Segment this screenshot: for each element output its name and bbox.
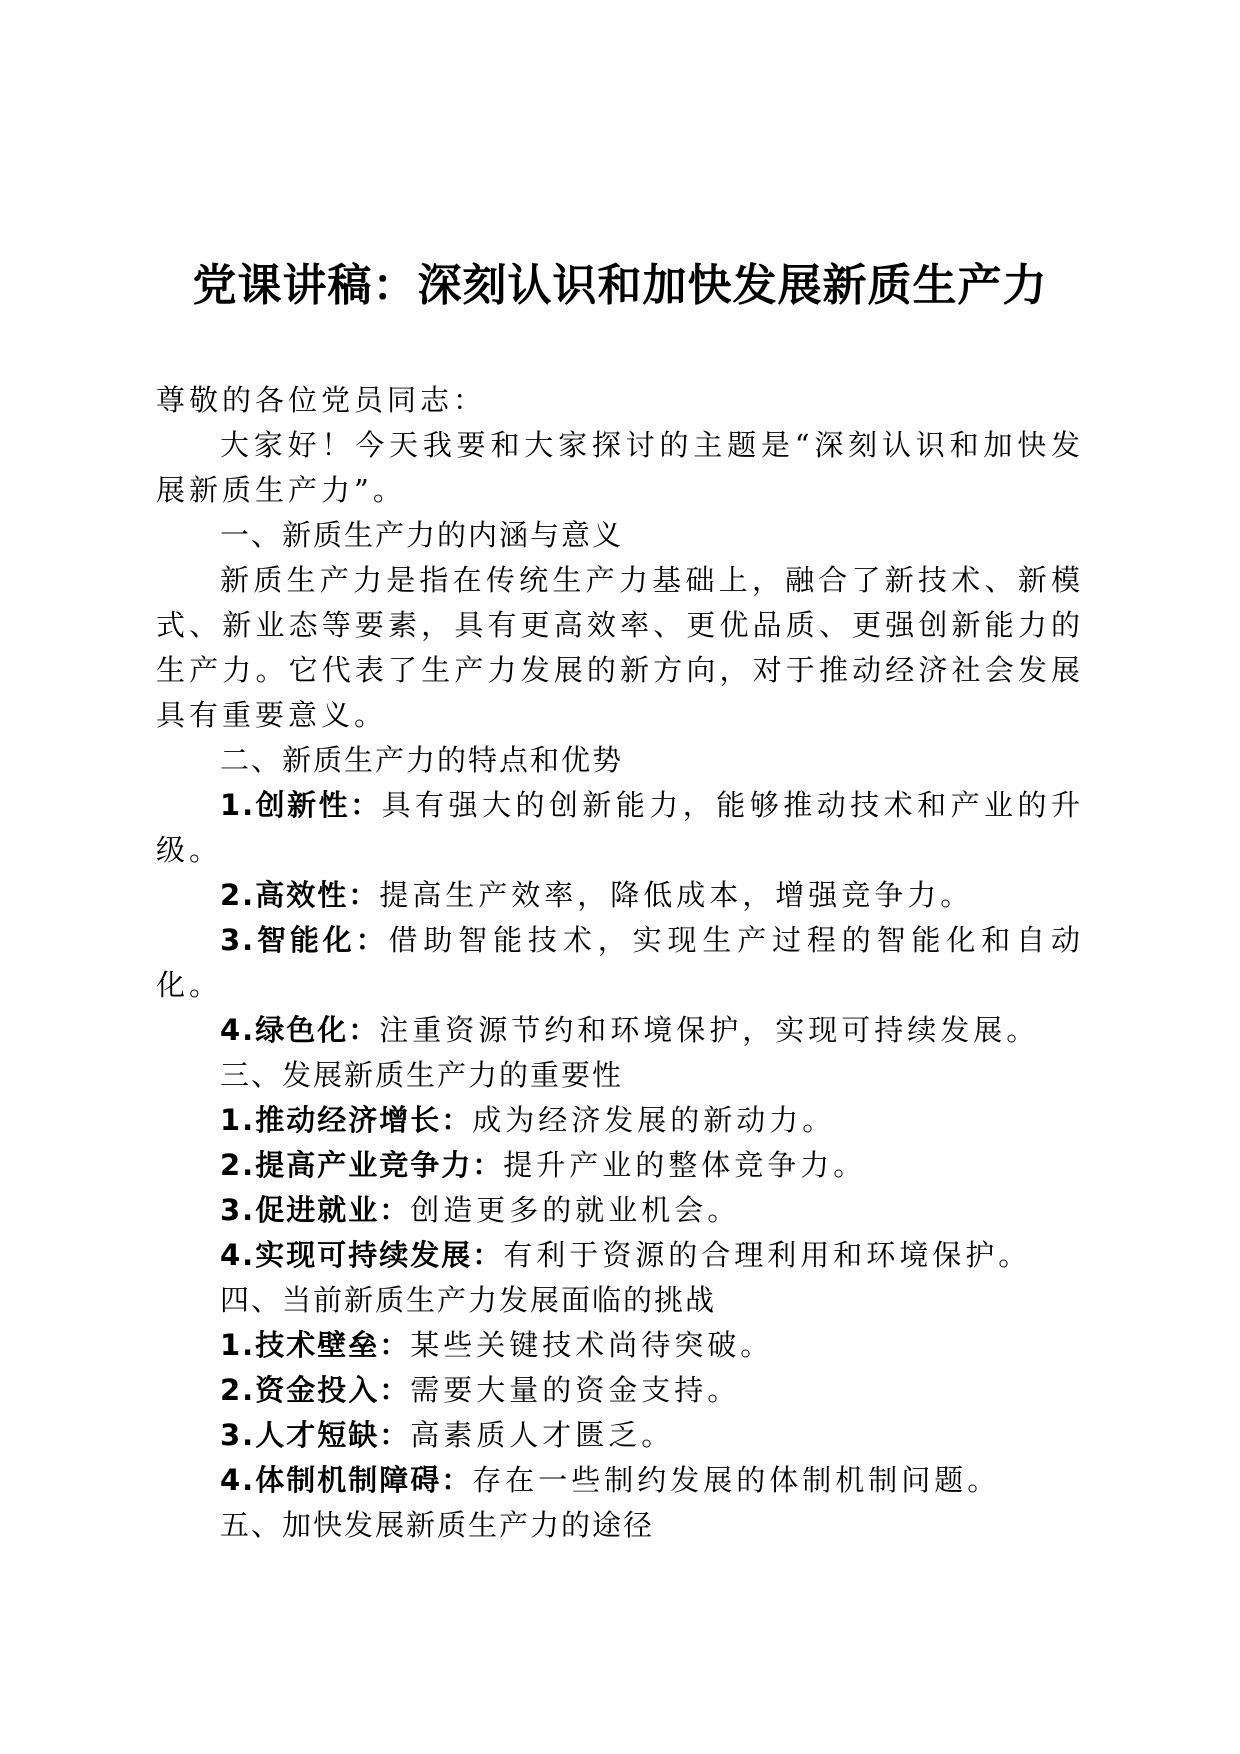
section-heading: 二、新质生产力的特点和优势: [220, 743, 624, 777]
section-paragraph: 新质生产力是指在传统生产力基础上，融合了新技术、新模式、新业态等要素，具有更高效率、更优品质、更强创新能力的生产力。它代表了生产力发展的新方向，对于推动经济社会发展具有重要意义。: [156, 563, 1084, 732]
list-item-lead: 1.推动经济增长：: [220, 1103, 473, 1137]
list-item-lead: 4.绿色化：: [220, 1013, 380, 1047]
list-item-text: 借助智能技术，实现生产过程的智能化和自动化。: [156, 923, 1084, 1002]
list-item: [156, 1098, 1084, 1143]
list-item: [156, 1233, 1084, 1278]
section-heading: 五、加快发展新质生产力的途径: [220, 1508, 655, 1542]
list-item-lead: 2.提高产业竞争力：: [220, 1148, 504, 1182]
section-heading: 四、当前新质生产力发展面临的挑战: [220, 1283, 717, 1317]
intro-paragraph: 大家好！今天我要和大家探讨的主题是“深刻认识和加快发展新质生产力”。: [156, 428, 1084, 507]
list-item-text: 提升产业的整体竞争力。: [503, 1148, 867, 1182]
section-heading: 一、新质生产力的内涵与意义: [220, 518, 624, 552]
document-body: [156, 378, 1084, 1548]
list-item-lead: 2.资金投入：: [220, 1373, 411, 1407]
salutation: 尊敬的各位党员同志：: [156, 383, 487, 417]
list-item-text: 创造更多的就业机会。: [410, 1193, 741, 1227]
list-item-text: 需要大量的资金支持。: [410, 1373, 741, 1407]
list-item: [156, 1188, 1084, 1233]
list-item: [156, 1323, 1084, 1368]
list-item-text: 具有强大的创新能力，能够推动技术和产业的升级。: [156, 788, 1084, 867]
list-item-lead: 2.高效性：: [220, 878, 380, 912]
list-item-lead: 4.体制机制障碍：: [220, 1463, 473, 1497]
list-item: [156, 1008, 1084, 1053]
list-item-text: 有利于资源的合理利用和环境保护。: [503, 1238, 1032, 1272]
list-item-lead: 3.促进就业：: [220, 1193, 411, 1227]
list-item: [156, 1143, 1084, 1188]
list-item-text: 注重资源节约和环境保护，实现可持续发展。: [379, 1013, 1040, 1047]
list-item: [156, 783, 1084, 873]
list-item-lead: 3.智能化：: [220, 923, 389, 957]
section-heading: 三、发展新质生产力的重要性: [220, 1058, 624, 1092]
list-item-text: 存在一些制约发展的体制机制问题。: [472, 1463, 1001, 1497]
list-item: [156, 918, 1084, 1008]
list-item: [156, 1368, 1084, 1413]
list-item-text: 成为经济发展的新动力。: [472, 1103, 836, 1137]
list-item-lead: 4.实现可持续发展：: [220, 1238, 504, 1272]
list-item-text: 某些关键技术尚待突破。: [410, 1328, 774, 1362]
list-item: [156, 1458, 1084, 1503]
list-item-lead: 3.人才短缺：: [220, 1418, 411, 1452]
document-title: 党课讲稿：深刻认识和加快发展新质生产力: [192, 260, 1048, 311]
list-item-lead: 1.技术壁垒：: [220, 1328, 411, 1362]
list-item-text: 提高生产效率，降低成本，增强竞争力。: [379, 878, 974, 912]
list-item-lead: 1.创新性：: [220, 788, 382, 822]
list-item-text: 高素质人才匮乏。: [410, 1418, 675, 1452]
list-item: [156, 1413, 1084, 1458]
list-item: [156, 873, 1084, 918]
